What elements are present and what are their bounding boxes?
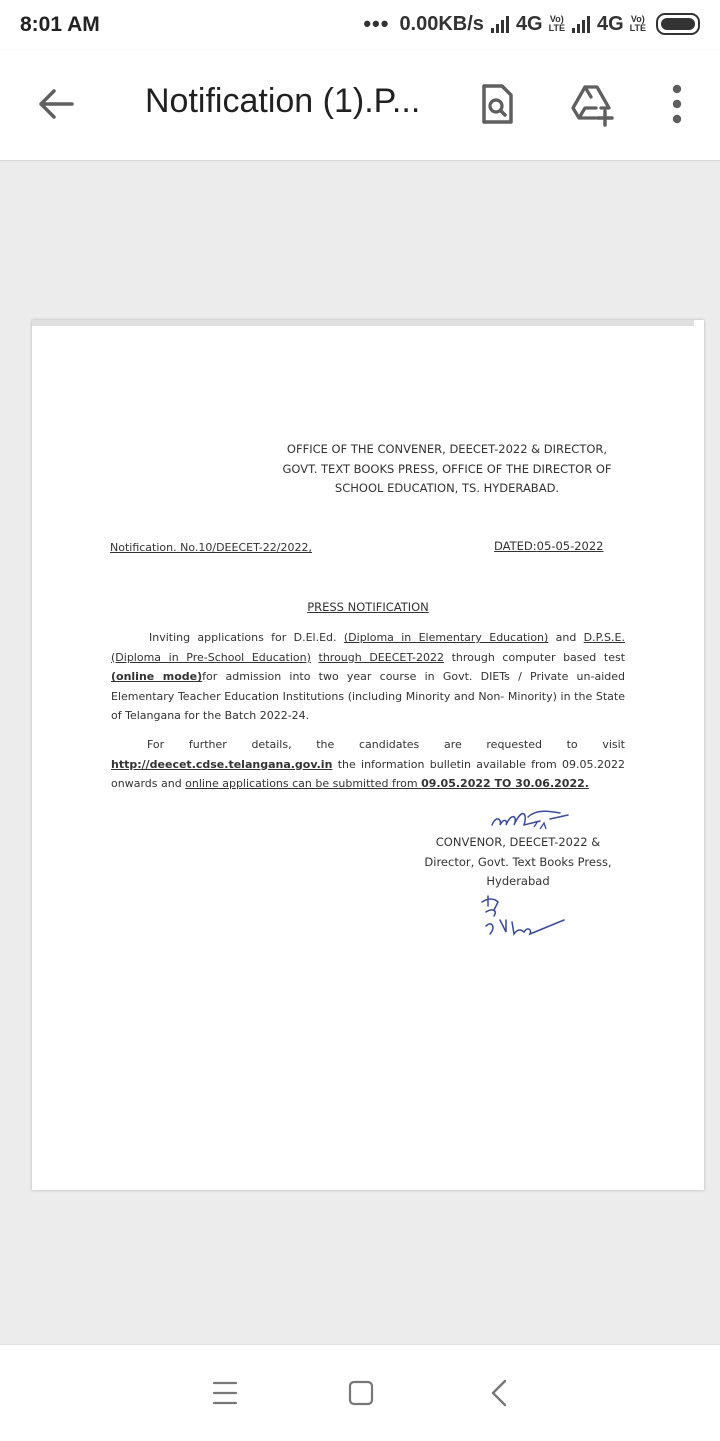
document-viewer[interactable] [0,161,720,1344]
notification-number: Notification. No.10/DEECET-22/2022, [110,541,312,554]
paragraph-1: Inviting applications for D.El.Ed. (Diploma in Elementary Education) and D.P.S.E. (Diploma in Pre-School Education) through DEECET-2022 through computer based test (online mode)for admission into two year course in Govt. DIETs / Private un-aided Elementary Teacher Education Institutions (including Minority and Non- Minority) in the State of Telangana for the Batch 2022-24. [111,631,626,723]
sim1-network-type: 4G [515,12,543,35]
volte-icon: Vo) LTE [548,14,565,33]
initials-signature [472,890,592,946]
status-time: 8:01 AM [20,13,100,36]
more-options-icon[interactable] [653,80,701,128]
date-value: 05-05-2022 [536,539,604,553]
date-label: DATED: [494,539,537,553]
office-header [232,440,662,499]
home-icon[interactable] [341,1375,381,1411]
find-in-document-icon[interactable] [473,80,521,128]
office-line: OFFICE OF THE CONVENER, DEECET-2022 & DIRECTOR, [286,442,608,456]
document-page[interactable] [32,320,704,1190]
paragraph-2: For further details, the candidates are requested to visit http://deecet.cdse.telangana.gov.in the information bulletin available from 09.05.2022 onwards and online applications can be submitted from 09.05.2022 TO 30.06.2022. [111,738,625,791]
status-bar [0,0,720,50]
date-line [494,539,604,553]
office-line: GOVT. TEXT BOOKS PRESS, OFFICE OF THE DIRECTOR OF [282,461,612,476]
status-icons [363,11,700,37]
system-navigation-bar [0,1344,720,1441]
back-arrow-icon[interactable] [34,82,78,126]
convenor-line: Director, Govt. Text Books Press, [424,854,612,869]
recent-apps-icon[interactable] [205,1375,245,1411]
add-to-drive-icon[interactable] [568,80,616,128]
website-link: http://deecet.cdse.telangana.gov.in [111,757,333,771]
volte-icon: Vo) LTE [629,14,646,33]
signal-icon [571,15,591,33]
page-scan-edge [32,320,694,326]
office-line: SCHOOL EDUCATION, TS. HYDERABAD. [334,481,560,495]
signal-icon [490,15,510,33]
sim2-network-type: 4G [596,12,624,35]
battery-icon [656,13,700,35]
app-bar [0,50,720,161]
convenor-line: CONVENOR, DEECET-2022 & [435,835,601,849]
back-nav-icon[interactable] [480,1375,520,1411]
notification-dots-icon: ••• [363,11,390,36]
network-speed: 0.00KB/s [399,12,484,35]
convenor-block [398,833,638,892]
page-title: Notification (1).P... [145,82,421,120]
press-notification-heading: PRESS NOTIFICATION [307,600,429,614]
convenor-line: Hyderabad [486,874,550,888]
